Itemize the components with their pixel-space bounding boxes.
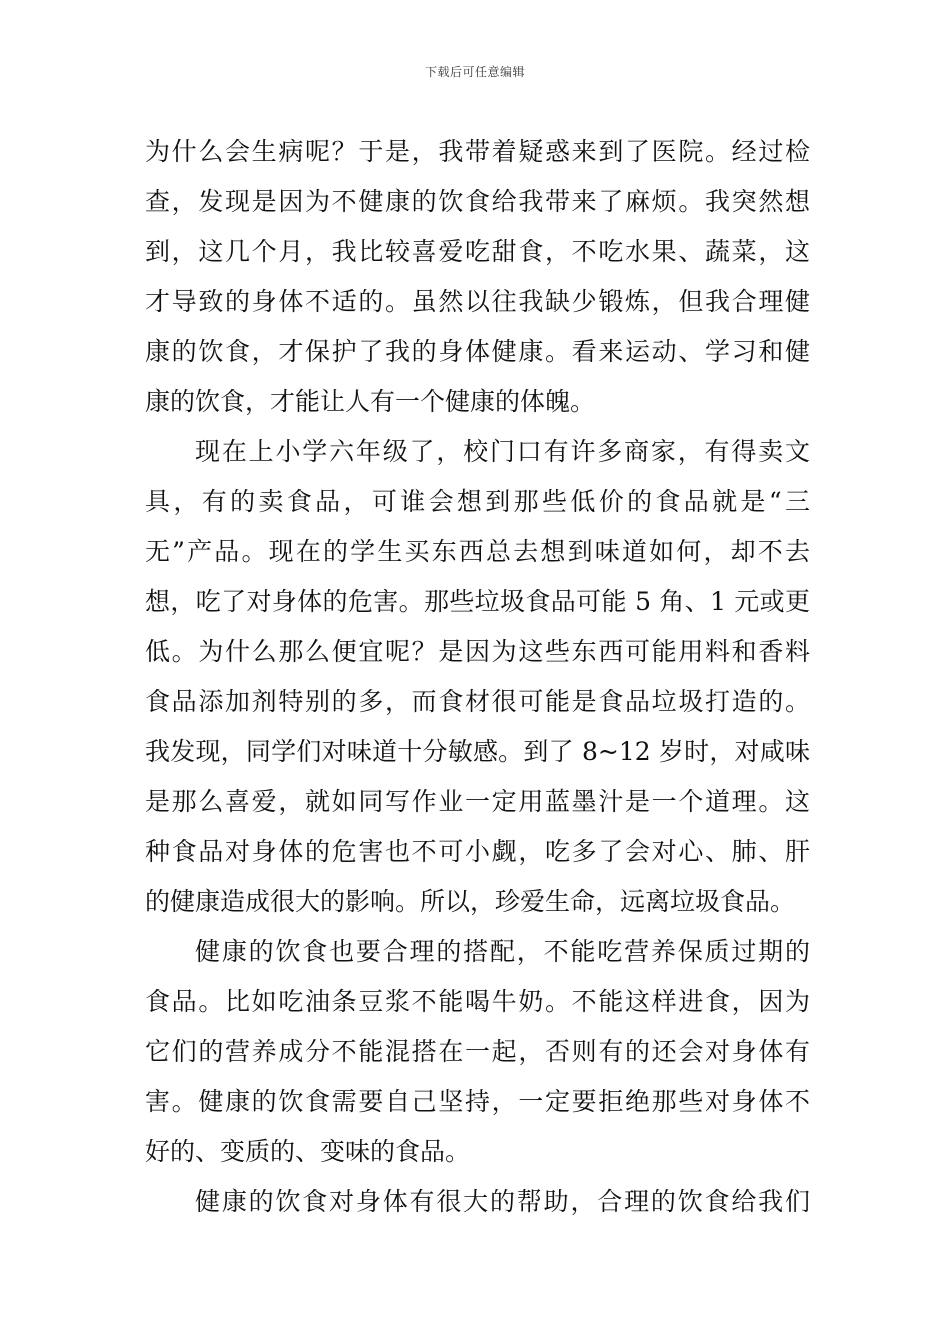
paragraph-4 [145,1177,810,1227]
text-line: 它们的营养成分不能混搭在一起，否则有的还会对身体有 [145,1037,810,1066]
text-line: 害。健康的饮食需要自己坚持，一定要拒绝那些对身体不 [145,1087,810,1116]
text-line: 具，有的卖食品，可谁会想到那些低价的食品就是“三 [145,487,810,516]
paragraph-1 [145,127,810,427]
text-line: 康的饮食，才能让人有一个健康的体魄。 [145,387,596,416]
text-line: 为什么会生病呢？于是，我带着疑惑来到了医院。经过检 [145,137,810,166]
text-line: 低。为什么那么便宜呢？是因为这些东西可能用料和香料 [145,637,810,666]
text-line: 查，发现是因为不健康的饮食给我带来了麻烦。我突然想 [145,187,810,216]
text-line: 食品。比如吃油条豆浆不能喝牛奶。不能这样进食，因为 [145,987,810,1016]
text-line: 好的、变质的、变味的食品。 [145,1137,471,1166]
paragraph-2 [145,427,810,927]
text-line: 健康的饮食也要合理的搭配，不能吃营养保质过期的 [195,937,810,966]
document-body [145,127,810,1227]
text-line: 种食品对身体的危害也不可小觑，吃多了会对心、肺、肝 [145,837,810,866]
text-line: 食品添加剂特别的多，而食材很可能是食品垃圾打造的。 [145,687,810,716]
text-line: 是那么喜爱，就如同写作业一定用蓝墨汁是一个道理。这 [145,787,810,816]
text-line: 无”产品。现在的学生买东西总去想到味道如何，却不去 [145,537,810,566]
text-line: 康的饮食，才保护了我的身体健康。看来运动、学习和健 [145,337,810,366]
text-line: 才导致的身体不适的。虽然以往我缺少锻炼，但我合理健 [145,287,810,316]
text-line: 到，这几个月，我比较喜爱吃甜食，不吃水果、蔬菜，这 [145,237,810,266]
text-line: 想，吃了对身体的危害。那些垃圾食品可能 5 角、1 元或更 [145,587,810,616]
text-line: 现在上小学六年级了，校门口有许多商家，有得卖文 [195,437,810,466]
text-line: 健康的饮食对身体有很大的帮助，合理的饮食给我们 [195,1187,810,1216]
text-line: 的健康造成很大的影响。所以，珍爱生命，远离垃圾食品。 [145,887,796,916]
page-header: 下载后可任意编辑 [424,65,525,79]
text-line: 我发现，同学们对味道十分敏感。到了 8~12 岁时，对咸味 [145,737,810,766]
paragraph-3 [145,927,810,1177]
